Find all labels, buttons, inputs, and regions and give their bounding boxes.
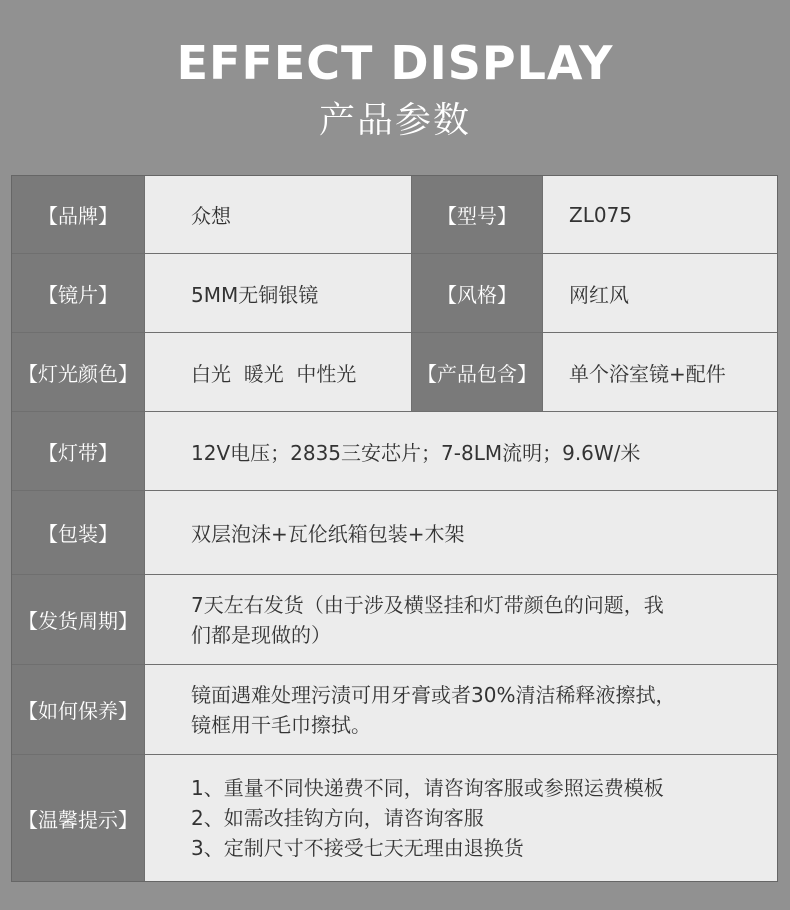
tip-item: 3、定制尺寸不接受七天无理由退换货	[191, 836, 524, 860]
label-tips: 【温馨提示】	[12, 755, 144, 881]
shipping-line-1: 7天左右发货（由于涉及横竖挂和灯带颜色的问题，我	[191, 592, 664, 617]
label-lens: 【镜片】	[12, 254, 144, 332]
value-tips	[144, 755, 777, 881]
row-light-package	[12, 333, 777, 412]
title-english: EFFECT DISPLAY	[176, 36, 614, 90]
label-brand: 【品牌】	[12, 176, 144, 253]
value-shipping	[144, 575, 777, 664]
value-care	[144, 665, 777, 754]
row-packaging	[12, 491, 777, 575]
care-line-2: 镜框用干毛巾擦拭。	[191, 712, 371, 737]
care-line-1: 镜面遇难处理污渍可用牙膏或者30%清洁稀释液擦拭，	[191, 682, 676, 707]
tip-item: 2、如需改挂钩方向，请咨询客服	[191, 806, 484, 830]
row-light-strip	[12, 412, 777, 491]
label-care: 【如何保养】	[12, 665, 144, 754]
label-light-color: 【灯光颜色】	[12, 333, 144, 411]
row-lens-style	[12, 254, 777, 333]
label-shipping: 【发货周期】	[12, 575, 144, 664]
value-brand: 众想	[144, 176, 411, 253]
value-style: 网红风	[542, 254, 777, 332]
value-model: ZL075	[542, 176, 777, 253]
row-brand-model	[12, 176, 777, 254]
label-model: 【型号】	[411, 176, 542, 253]
value-lens: 5MM无铜银镜	[144, 254, 411, 332]
value-light-color: 白光 暖光 中性光	[144, 333, 411, 411]
row-care	[12, 665, 777, 755]
row-tips	[12, 755, 777, 881]
value-light-strip: 12V电压；2835三安芯片；7-8LM流明；9.6W/米	[144, 412, 777, 490]
label-packaging: 【包装】	[12, 491, 144, 574]
value-package-contents: 单个浴室镜+配件	[542, 333, 777, 411]
row-shipping	[12, 575, 777, 665]
value-packaging: 双层泡沫+瓦伦纸箱包装+木架	[144, 491, 777, 574]
label-package-contents: 【产品包含】	[411, 333, 542, 411]
tip-item: 1、重量不同快递费不同，请咨询客服或参照运费模板	[191, 776, 664, 800]
shipping-line-2: 们都是现做的）	[191, 622, 331, 647]
label-light-strip: 【灯带】	[12, 412, 144, 490]
label-style: 【风格】	[411, 254, 542, 332]
spec-table	[11, 175, 778, 882]
title-chinese: 产品参数	[318, 100, 471, 141]
